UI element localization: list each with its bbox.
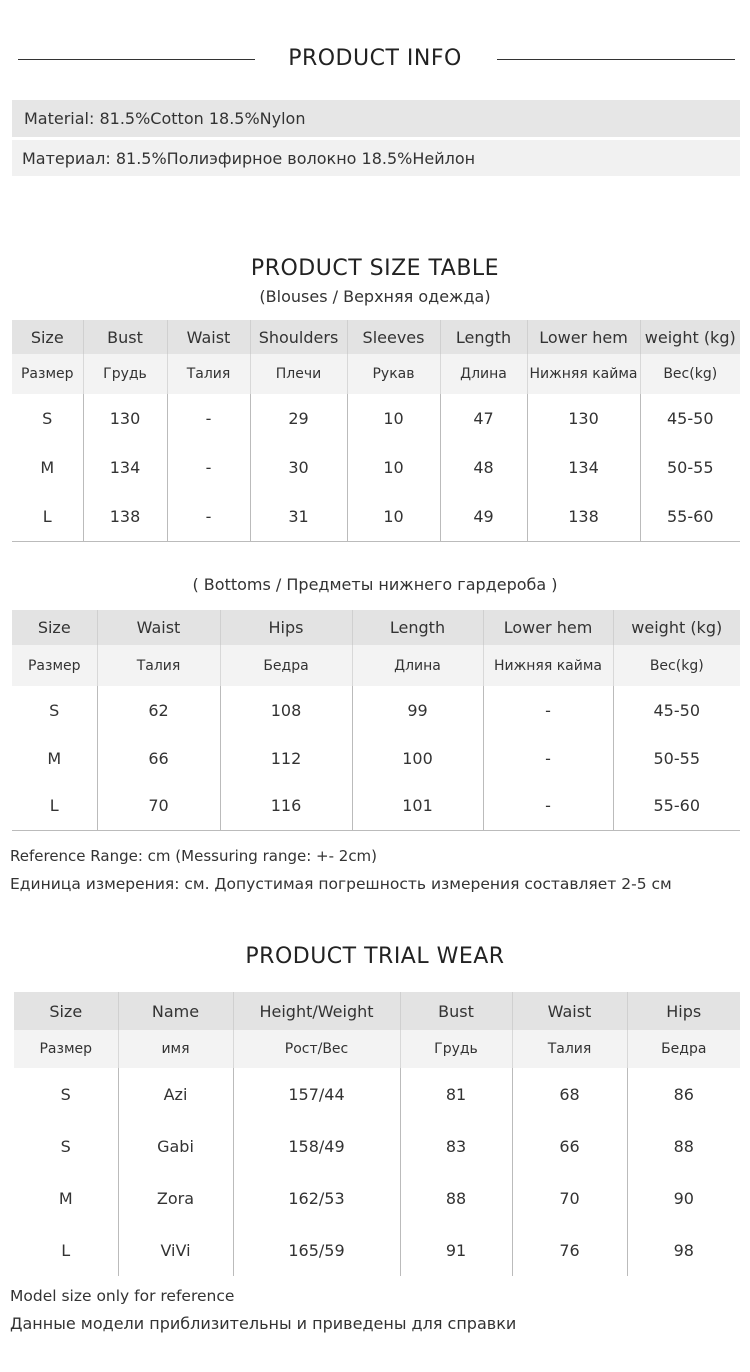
header-row-ru-cell: Бедра <box>220 645 352 686</box>
table-row-cell: 66 <box>97 734 220 782</box>
table-row-cell: 31 <box>250 492 347 541</box>
header-row-en <box>12 610 740 645</box>
header-row-en-cell: Waist <box>512 992 627 1030</box>
header-row-en-cell: Size <box>12 610 97 645</box>
header-row-en-cell: weight (kg) <box>613 610 740 645</box>
table-row-cell: L <box>61 1240 71 1260</box>
table-row-cell: 130 <box>83 394 167 443</box>
table-row-cell: 101 <box>352 782 483 830</box>
table-row-cell: 62 <box>97 686 220 734</box>
header-row-en-cell: Bust <box>400 992 512 1030</box>
table-row-cell: 45-50 <box>613 686 740 734</box>
header-row-en-cell: Lower hem <box>527 320 640 354</box>
table-row-cell: 30 <box>250 443 347 492</box>
table-row-cell: Zora <box>118 1172 233 1224</box>
table-row-cell: 10 <box>347 443 440 492</box>
table-row-cell: 70 <box>97 782 220 830</box>
bottoms-size-table <box>12 610 740 831</box>
product-info-title: PRODUCT INFO <box>288 46 462 71</box>
header-row-ru <box>14 1030 740 1068</box>
table-row-cell: 49 <box>440 492 527 541</box>
header-row-ru-cell: Длина <box>440 354 527 394</box>
table-row-cell: 55-60 <box>613 782 740 830</box>
header-row-ru-cell: Талия <box>167 354 250 394</box>
table-row-cell: 50-55 <box>640 443 740 492</box>
table-row-cell: 112 <box>220 734 352 782</box>
table-row <box>14 1172 740 1224</box>
table-row-cell: 158/49 <box>233 1120 400 1172</box>
table-row-cell: 138 <box>83 492 167 541</box>
table-row <box>12 443 740 492</box>
table-row-cell: 88 <box>400 1172 512 1224</box>
header-row-en-cell: Shoulders <box>250 320 347 354</box>
table-row-cell: - <box>483 734 613 782</box>
size-table-title: PRODUCT SIZE TABLE <box>250 256 500 281</box>
table-row <box>14 1224 740 1276</box>
table-row-cell: 45-50 <box>640 394 740 443</box>
table-row <box>14 1120 740 1172</box>
header-row-en-cell: Size <box>14 992 118 1030</box>
bottoms-subtitle: ( Bottoms / Предметы нижнего гардероба ) <box>192 575 558 594</box>
table-row-cell: 81 <box>400 1068 512 1120</box>
header-row-ru-cell: Рост/Вес <box>233 1030 400 1068</box>
trial-wear-table <box>14 992 740 1276</box>
table-row-cell: 165/59 <box>233 1224 400 1276</box>
header-row-en-cell: Length <box>352 610 483 645</box>
header-row-en-cell: Hips <box>627 992 740 1030</box>
table-row-cell: 130 <box>527 394 640 443</box>
table-row-cell: 76 <box>512 1224 627 1276</box>
material-ru: Материал: 81.5%Полиэфирное волокно 18.5%Нейлон <box>12 140 740 176</box>
table-row-cell: 55-60 <box>640 492 740 541</box>
table-row-cell: M <box>40 458 55 477</box>
header-row-en-cell: Sleeves <box>347 320 440 354</box>
table-row <box>12 492 740 541</box>
header-row-en-cell: weight (kg) <box>640 320 740 354</box>
table-row-cell: 108 <box>220 686 352 734</box>
header-row-ru-cell: Размер <box>12 354 83 394</box>
header-row-en-cell: Length <box>440 320 527 354</box>
blouses-subtitle: (Blouses / Верхняя одежда) <box>259 287 491 306</box>
table-row-cell: L <box>49 796 59 816</box>
table-row-cell: 100 <box>352 734 483 782</box>
header-row-ru <box>12 645 740 686</box>
table-row-cell: S <box>60 1084 71 1104</box>
header-row-en-cell: Name <box>118 992 233 1030</box>
table-row-cell: L <box>42 506 52 526</box>
table-row-cell: 134 <box>527 443 640 492</box>
table-row-cell: Gabi <box>118 1120 233 1172</box>
table-row-cell: M <box>58 1188 73 1208</box>
header-row-ru-cell: Длина <box>352 645 483 686</box>
header-row-en-cell: Waist <box>97 610 220 645</box>
table-row-cell: S <box>49 700 60 720</box>
header-row-en-cell: Waist <box>167 320 250 354</box>
table-row-cell: 86 <box>627 1068 740 1120</box>
header-row-en <box>14 992 740 1030</box>
header-row-ru-cell: Талия <box>512 1030 627 1068</box>
header-row-en-cell: Lower hem <box>483 610 613 645</box>
table-row-cell: 138 <box>527 492 640 541</box>
header-row-ru-cell: Бедра <box>627 1030 740 1068</box>
table-row-cell: 29 <box>250 394 347 443</box>
table-row-cell: - <box>483 686 613 734</box>
table-row-cell: 116 <box>220 782 352 830</box>
table-row-cell: - <box>167 394 250 443</box>
table-row-cell: Azi <box>118 1068 233 1120</box>
table-row-cell: 50-55 <box>613 734 740 782</box>
header-row-ru-cell: имя <box>118 1030 233 1068</box>
header-row-ru-cell: Размер <box>12 645 97 686</box>
blouses-size-table <box>12 320 740 542</box>
trial-wear-title: PRODUCT TRIAL WEAR <box>245 944 505 969</box>
header-row-ru-cell: Грудь <box>83 354 167 394</box>
table-row-cell: - <box>483 782 613 830</box>
header-row-en-cell: Hips <box>220 610 352 645</box>
table-row-cell: S <box>42 409 53 428</box>
table-row <box>12 394 740 443</box>
table-row-cell: 90 <box>627 1172 740 1224</box>
header-row-ru <box>12 354 740 394</box>
table-row-cell: - <box>167 443 250 492</box>
table-row <box>14 1068 740 1120</box>
table-row-cell: 91 <box>400 1224 512 1276</box>
header-row-ru-cell: Рукав <box>347 354 440 394</box>
divider-right <box>497 59 735 60</box>
header-row-ru-cell: Талия <box>97 645 220 686</box>
table-row-cell: - <box>167 492 250 541</box>
table-row-cell: 83 <box>400 1120 512 1172</box>
header-row-en-cell: Size <box>12 320 83 354</box>
header-row-ru-cell: Вес(kg) <box>640 354 740 394</box>
table-row-cell: 10 <box>347 394 440 443</box>
table-row-cell: 88 <box>627 1120 740 1172</box>
material-en: Material: 81.5%Cotton 18.5%Nylon <box>12 100 740 137</box>
table-row-cell: 10 <box>347 492 440 541</box>
table-row-cell: 47 <box>440 394 527 443</box>
header-row-ru-cell: Плечи <box>250 354 347 394</box>
table-row-cell: 134 <box>83 443 167 492</box>
header-row-ru-cell: Грудь <box>400 1030 512 1068</box>
header-row-en-cell: Bust <box>83 320 167 354</box>
table-row-cell: 48 <box>440 443 527 492</box>
table-row-cell: 66 <box>512 1120 627 1172</box>
table-row-cell: 99 <box>352 686 483 734</box>
table-row <box>12 734 740 782</box>
table-row-cell: S <box>60 1136 71 1156</box>
table-row-cell: 68 <box>512 1068 627 1120</box>
table-row-cell: 98 <box>627 1224 740 1276</box>
table-row-cell: 157/44 <box>233 1068 400 1120</box>
table-row <box>12 686 740 734</box>
header-row-ru-cell: Нижняя кайма <box>483 645 613 686</box>
header-row-ru-cell: Размер <box>14 1030 118 1068</box>
table-row <box>12 782 740 830</box>
table-row-cell: 70 <box>512 1172 627 1224</box>
model-note-ru: Данные модели приблизительны и приведены для справки <box>10 1314 517 1333</box>
header-row-ru-cell: Нижняя кайма <box>527 354 640 394</box>
reference-note-en: Reference Range: cm (Messuring range: +- 2cm) <box>10 847 378 865</box>
table-row-cell: ViVi <box>118 1224 233 1276</box>
header-row-en <box>12 320 740 354</box>
table-row-cell: M <box>47 748 62 768</box>
header-row-en-cell: Height/Weight <box>233 992 400 1030</box>
reference-note-ru: Единица измерения: см. Допустимая погрешность измерения составляет 2-5 см <box>10 875 672 893</box>
table-row-cell: 162/53 <box>233 1172 400 1224</box>
model-note-en: Model size only for reference <box>10 1287 235 1305</box>
header-row-ru-cell: Вес(kg) <box>613 645 740 686</box>
